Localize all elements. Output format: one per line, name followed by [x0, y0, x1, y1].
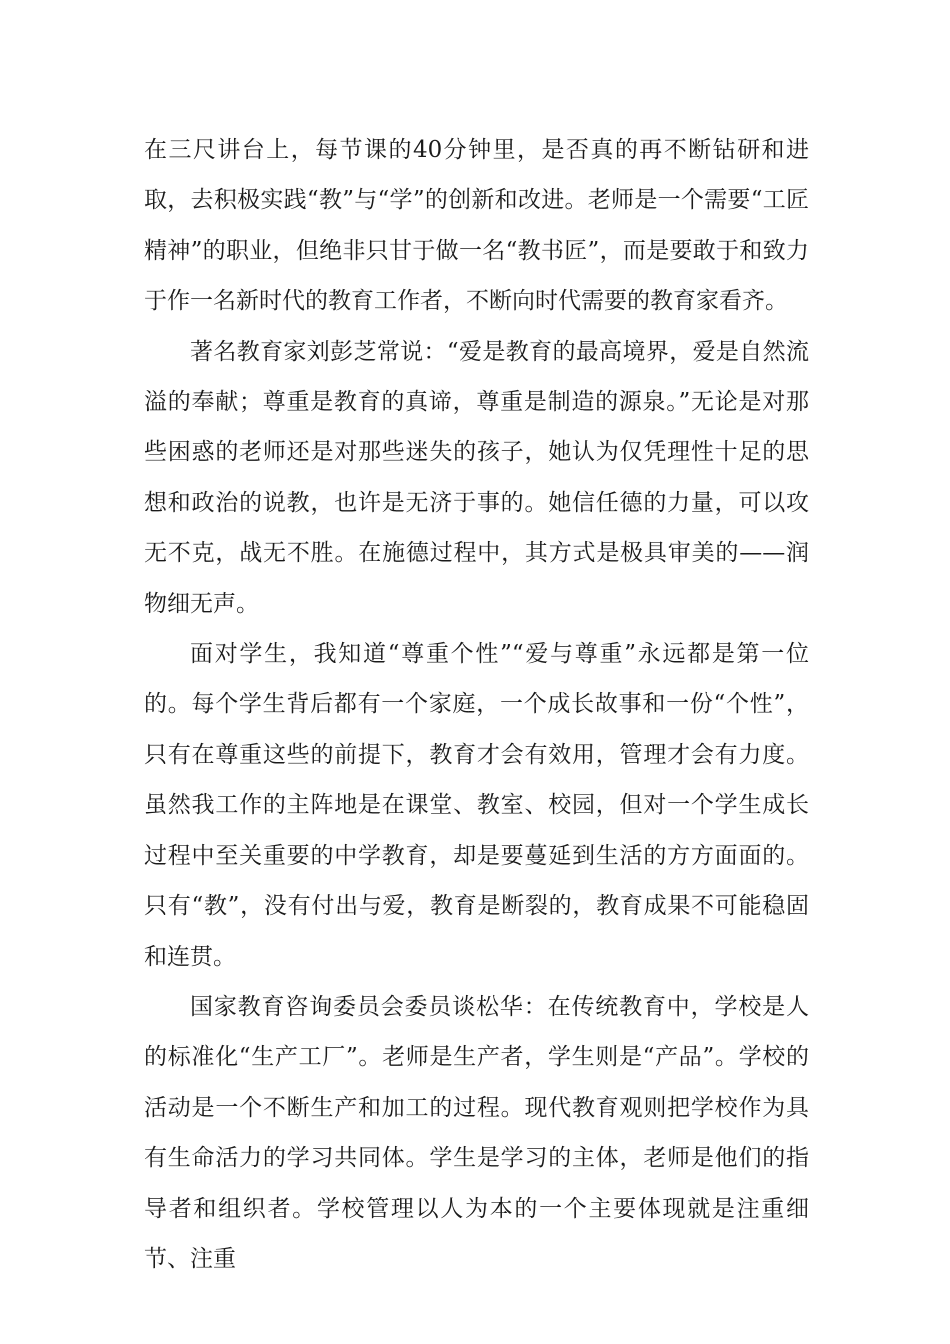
- paragraph-1: 在三尺讲台上，每节课的40分钟里，是否真的再不断钻研和进取，去积极实践“教”与“学”的创新和改进。老师是一个需要“工匠精神”的职业，但绝非只甘于做一名“教书匠”，而是要敢于和致力于作一名新时代的教育工作者，不断向时代需要的教育家看齐。: [144, 137, 809, 315]
- paragraph-4: 国家教育咨询委员会委员谈松华：在传统教育中，学校是人的标准化“生产工厂”。老师是生产者，学生则是“产品”。学校的活动是一个不断生产和加工的过程。现代教育观则把学校作为具有生命活力的学习共同体。学生是学习的主体，老师是他们的指导者和组织者。学校管理以人为本的一个主要体现就是注重细节、注重: [144, 993, 809, 1272]
- document-body: [144, 125, 809, 1284]
- paragraph-2: 著名教育家刘彭芝常说：“爱是教育的最高境界，爱是自然流溢的奉献；尊重是教育的真谛，尊重是制造的源泉。”无论是对那些困惑的老师还是对那些迷失的孩子，她认为仅凭理性十足的思想和政治的说教，也许是无济于事的。她信任德的力量，可以攻无不克，战无不胜。在施德过程中，其方式是极具审美的——润物细无声。: [144, 338, 809, 617]
- paragraph-3: 面对学生，我知道“尊重个性”“爱与尊重”永远都是第一位的。每个学生背后都有一个家庭，一个成长故事和一份“个性”，只有在尊重这些的前提下，教育才会有效用，管理才会有力度。虽然我工作的主阵地是在课堂、教室、校园，但对一个学生成长过程中至关重要的中学教育，却是要蔓延到生活的方方面面的。只有“教”，没有付出与爱，教育是断裂的，教育成果不可能稳固和连贯。: [144, 641, 809, 970]
